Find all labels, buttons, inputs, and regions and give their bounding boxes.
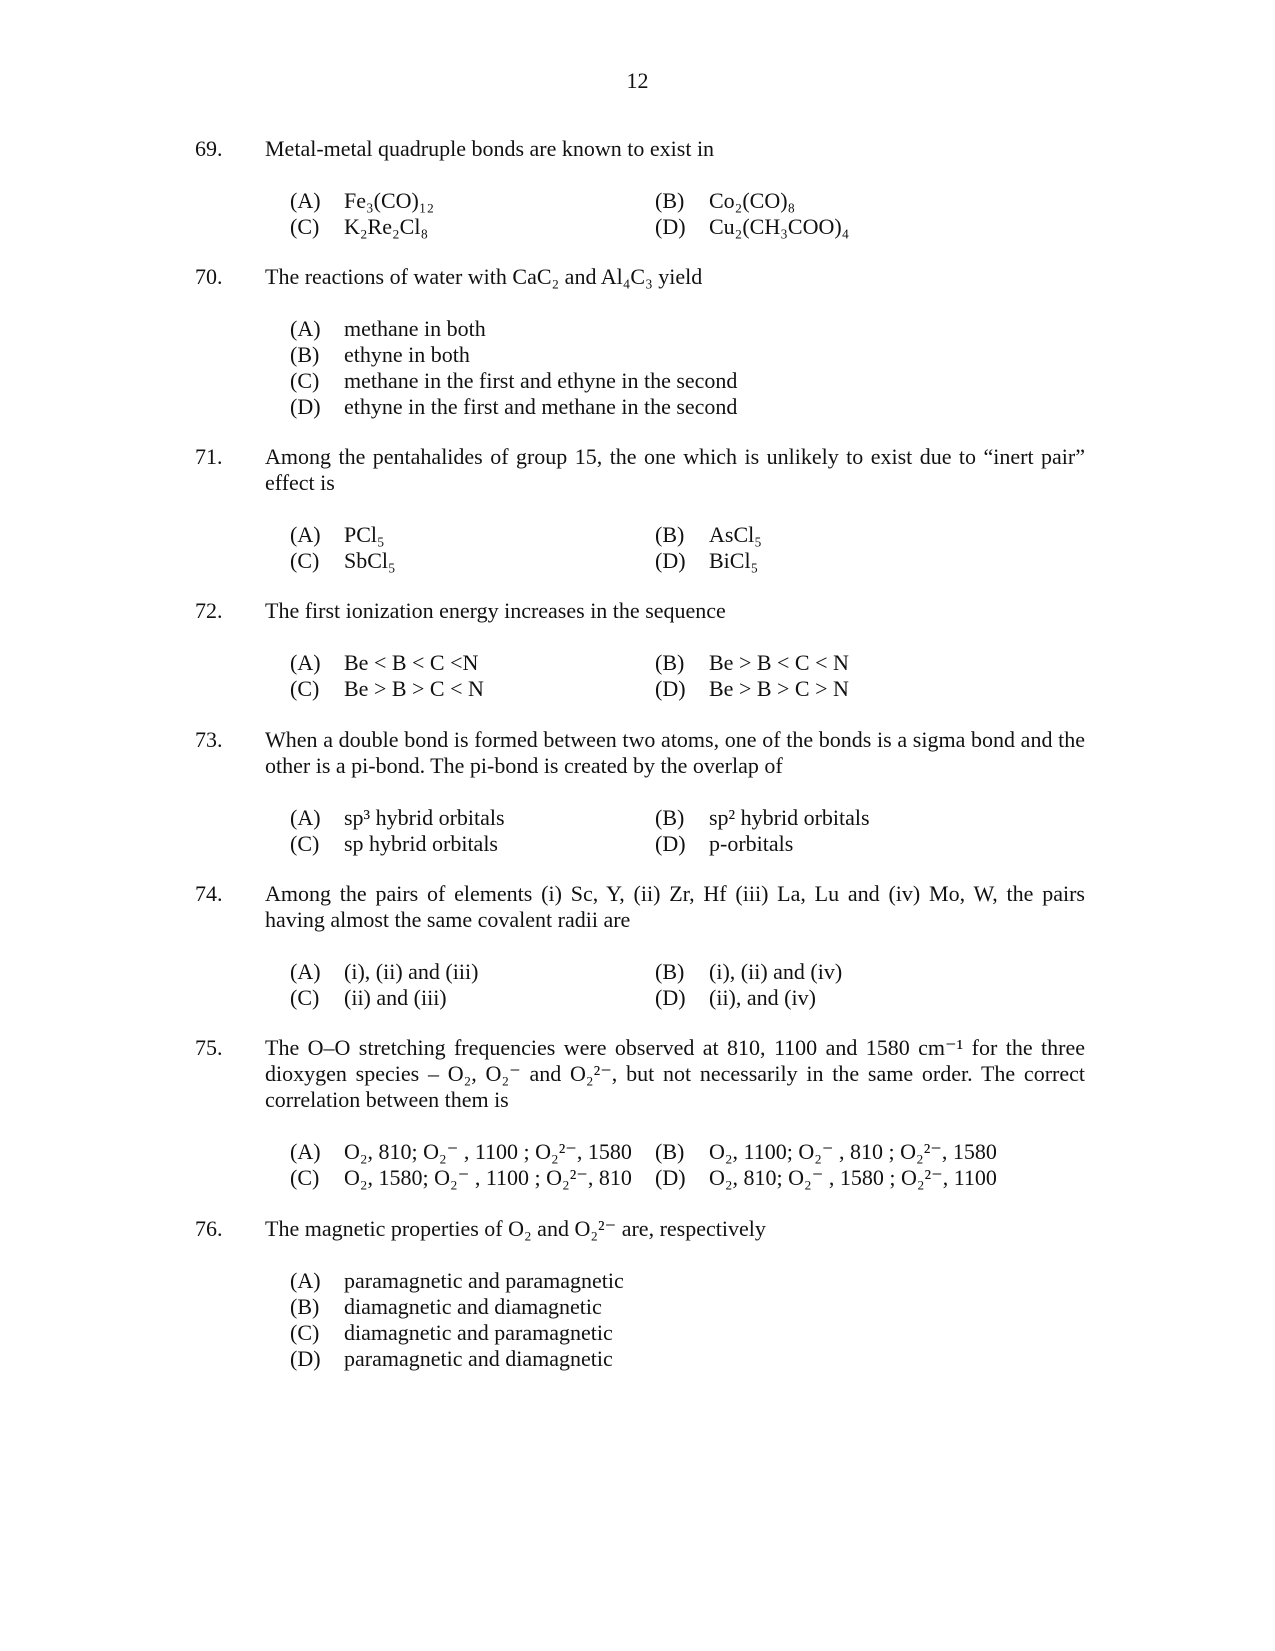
option-text: sp hybrid orbitals [344,831,498,856]
option-text: p-orbitals [709,831,794,856]
option-a [290,959,478,985]
option-text: methane in both [344,316,486,341]
option-label: (A) [290,1139,321,1164]
option-b [290,1294,602,1320]
option-a [290,316,486,342]
option-a [290,650,478,676]
option-text: SbCl₅ [344,548,396,573]
option-a [290,805,505,831]
option-b [655,805,870,831]
option-label: (A) [290,1268,321,1293]
option-d [655,1165,997,1191]
option-text: methane in the first and ethyne in the second [344,368,738,393]
option-c [290,676,484,702]
option-text: (ii), and (iv) [709,985,816,1010]
option-text: O₂, 1100; O₂⁻ , 810 ; O₂²⁻, 1580 [709,1139,997,1164]
option-c [290,831,498,857]
question-number: 70. [195,264,223,289]
option-text: O₂, 810; O₂⁻ , 1580 ; O₂²⁻, 1100 [709,1165,997,1190]
option-label: (A) [290,650,321,675]
question-text: When a double bond is formed between two atoms, one of the bonds is a sigma bond and the other is a pi-bond. The pi-bond is created by the overlap of [265,727,1085,778]
option-label: (D) [655,985,686,1010]
option-text: sp³ hybrid orbitals [344,805,505,830]
question-number: 71. [195,444,223,469]
option-text: paramagnetic and diamagnetic [344,1346,613,1371]
option-text: diamagnetic and paramagnetic [344,1320,613,1345]
option-label: (C) [290,831,320,856]
option-d [655,985,816,1011]
question-text: The magnetic properties of O₂ and O₂²⁻ are, respectively [265,1216,766,1241]
option-text: AsCl₅ [709,522,762,547]
option-text: ethyne in the first and methane in the second [344,394,738,419]
option-text: Fe₃(CO)₁₂ [344,188,435,213]
option-label: (C) [290,676,320,701]
option-label: (C) [290,1165,320,1190]
option-label: (A) [290,522,321,547]
option-label: (B) [655,188,685,213]
option-label: (B) [290,1294,320,1319]
option-label: (A) [290,959,321,984]
option-label: (B) [655,1139,685,1164]
question-number: 75. [195,1035,223,1060]
question-text: Among the pentahalides of group 15, the one which is unlikely to exist due to “inert pair” effect is [265,444,1085,495]
option-text: (i), (ii) and (iii) [344,959,479,984]
question-number: 76. [195,1216,223,1241]
question-text: Metal-metal quadruple bonds are known to exist in [265,136,715,161]
option-b [655,522,762,548]
option-c [290,1165,632,1191]
question-number: 74. [195,881,223,906]
option-text: O₂, 810; O₂⁻ , 1100 ; O₂²⁻, 1580 [344,1139,632,1164]
option-label: (A) [290,188,321,213]
option-text: (i), (ii) and (iv) [709,959,843,984]
option-label: (B) [655,650,685,675]
option-label: (C) [290,1320,320,1345]
option-label: (D) [655,676,686,701]
option-c [290,1320,613,1346]
option-d [655,831,793,857]
option-c [290,214,428,240]
question-text: Among the pairs of elements (i) Sc, Y, (ii) Zr, Hf (iii) La, Lu and (iv) Mo, W, the pairs having almost the same covalent radii are [265,881,1085,932]
option-label: (D) [655,548,686,573]
option-text: K₂Re₂Cl₈ [344,214,429,239]
option-b [655,188,795,214]
option-d [290,394,737,420]
option-label: (B) [655,805,685,830]
option-text: Be > B > C < N [344,676,484,701]
question-number: 72. [195,598,223,623]
option-text: sp² hybrid orbitals [709,805,870,830]
option-label: (B) [655,959,685,984]
option-b [655,650,849,676]
option-b [290,342,470,368]
option-label: (C) [290,985,320,1010]
option-d [655,548,758,574]
option-label: (A) [290,805,321,830]
option-b [655,959,842,985]
option-a [290,522,385,548]
question-text: The reactions of water with CaC₂ and Al₄C₃ yield [265,264,703,289]
question-number: 69. [195,136,223,161]
option-d [290,1346,613,1372]
option-text: Be > B < C < N [709,650,849,675]
option-a [290,1139,632,1165]
option-text: diamagnetic and diamagnetic [344,1294,602,1319]
option-text: ethyne in both [344,342,470,367]
option-d [655,214,849,240]
option-label: (D) [290,394,321,419]
option-text: Be > B > C > N [709,676,849,701]
option-text: Co₂(CO)₈ [709,188,796,213]
question-text: The first ionization energy increases in the sequence [265,598,726,623]
option-label: (B) [290,342,320,367]
option-text: (ii) and (iii) [344,985,447,1010]
option-label: (D) [655,831,686,856]
option-d [655,676,849,702]
option-a [290,188,434,214]
page-number: 12 [626,68,649,93]
question-text: The O–O stretching frequencies were observed at 810, 1100 and 1580 cm⁻¹ for the three dioxygen species – O₂, O₂⁻ and O₂²⁻, but not necessarily in the same order. The correct correlation between them is [265,1035,1085,1112]
option-label: (C) [290,368,320,393]
option-label: (D) [655,1165,686,1190]
option-label: (C) [290,548,320,573]
option-text: paramagnetic and paramagnetic [344,1268,624,1293]
option-c [290,548,396,574]
option-a [290,1268,624,1294]
option-text: Be < B < C <N [344,650,479,675]
option-text: O₂, 1580; O₂⁻ , 1100 ; O₂²⁻, 810 [344,1165,632,1190]
option-text: PCl₅ [344,522,385,547]
option-text: BiCl₅ [709,548,759,573]
option-c [290,368,737,394]
option-label: (B) [655,522,685,547]
option-label: (D) [290,1346,321,1371]
option-c [290,985,447,1011]
option-b [655,1139,997,1165]
option-label: (C) [290,214,320,239]
question-number: 73. [195,727,223,752]
option-text: Cu₂(CH₃COO)₄ [709,214,850,239]
option-label: (D) [655,214,686,239]
option-label: (A) [290,316,321,341]
